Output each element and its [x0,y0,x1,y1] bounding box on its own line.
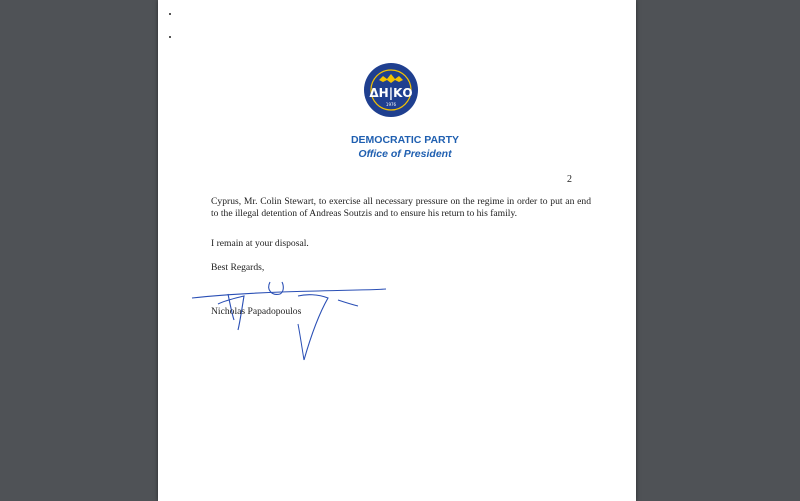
party-name: DEMOCRATIC PARTY [350,134,460,146]
party-logo-icon [363,62,419,118]
closing-line: I remain at your disposal. [211,238,309,249]
letter-page [158,0,636,501]
scan-speck [169,36,171,38]
regards-line: Best Regards, [211,262,265,273]
scan-speck [169,13,171,15]
signer-name: Nicholas Papadopoulos [211,306,302,317]
handwritten-signature [188,278,388,364]
logo-text: ΔΗ|ΚΟ [369,86,413,100]
page-number: 2 [567,174,572,185]
letter-paragraph: Cyprus, Mr. Colin Stewart, to exercise all necessary pressure on the regime in order to put an end to the illegal detention of Andreas Soutzis and to ensure his return to his family. [211,196,591,219]
logo-year: 1976 [385,102,397,107]
office-title: Office of President [358,148,452,160]
